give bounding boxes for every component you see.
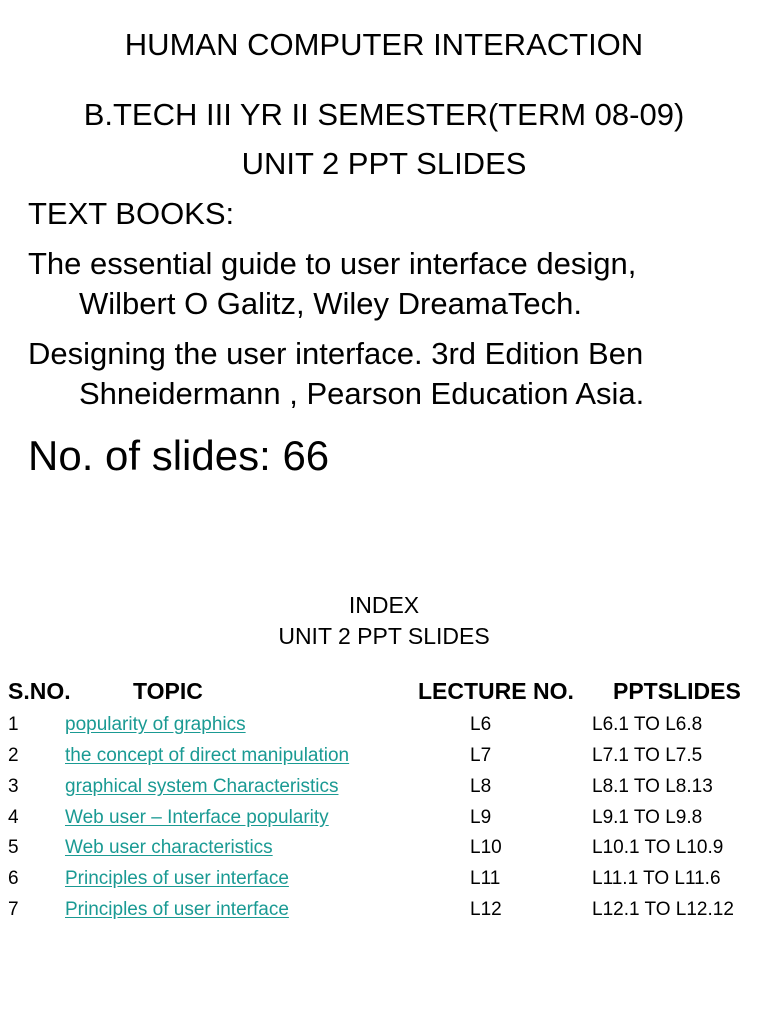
row-slides: L12.1 TO L12.12 xyxy=(592,899,734,920)
row-slides: L8.1 TO L8.13 xyxy=(592,776,713,797)
textbooks-label: TEXT BOOKS: xyxy=(28,196,235,231)
column-header-sno: S.NO. xyxy=(8,678,71,704)
topic-link[interactable]: Web user – Interface popularity xyxy=(65,807,329,828)
row-slides: L11.1 TO L11.6 xyxy=(592,868,721,889)
course-semester: B.TECH III YR II SEMESTER(TERM 08-09) xyxy=(83,97,685,132)
row-sno: 5 xyxy=(8,837,19,858)
index-title: INDEX xyxy=(348,592,420,618)
row-lecture: L10 xyxy=(470,837,502,858)
topic-link[interactable]: graphical system Characteristics xyxy=(65,776,339,797)
row-slides: L6.1 TO L6.8 xyxy=(592,714,703,735)
row-sno: 1 xyxy=(8,714,19,735)
table-row xyxy=(0,744,768,775)
topic-link[interactable]: popularity of graphics xyxy=(65,714,246,735)
row-lecture: L8 xyxy=(470,776,492,797)
course-title: HUMAN COMPUTER INTERACTION xyxy=(124,27,644,62)
row-slides: L10.1 TO L10.9 xyxy=(592,837,724,858)
table-row xyxy=(0,806,768,837)
table-row xyxy=(0,898,768,929)
unit-title: UNIT 2 PPT SLIDES xyxy=(241,146,527,181)
row-lecture: L7 xyxy=(470,745,492,766)
topic-link[interactable]: Principles of user interface xyxy=(65,899,289,920)
textbook-2-line-1: Designing the user interface. 3rd Edition Ben xyxy=(28,336,644,371)
column-header-lecture: LECTURE NO. xyxy=(418,678,574,704)
row-sno: 4 xyxy=(8,807,19,828)
table-row xyxy=(0,775,768,806)
row-sno: 3 xyxy=(8,776,19,797)
row-lecture: L9 xyxy=(470,807,492,828)
topic-link[interactable]: the concept of direct manipulation xyxy=(65,745,350,766)
row-lecture: L11 xyxy=(470,868,501,889)
topic-link[interactable]: Web user characteristics xyxy=(65,837,273,858)
column-header-topic: TOPIC xyxy=(133,678,203,704)
row-sno: 2 xyxy=(8,745,19,766)
textbook-1-line-1: The essential guide to user interface design, xyxy=(28,246,637,281)
row-slides: L7.1 TO L7.5 xyxy=(592,745,703,766)
index-subtitle: UNIT 2 PPT SLIDES xyxy=(278,623,490,649)
row-slides: L9.1 TO L9.8 xyxy=(592,807,703,828)
topic-link[interactable]: Principles of user interface xyxy=(65,868,289,889)
row-lecture: L12 xyxy=(470,899,502,920)
column-header-pptslides: PPTSLIDES xyxy=(613,678,741,704)
row-sno: 6 xyxy=(8,868,19,889)
slides-count: No. of slides: 66 xyxy=(28,432,330,479)
textbook-2-line-2: Shneidermann , Pearson Education Asia. xyxy=(79,376,645,411)
textbook-1-line-2: Wilbert O Galitz, Wiley DreamaTech. xyxy=(79,286,582,321)
table-row xyxy=(0,867,768,898)
table-row xyxy=(0,836,768,867)
row-lecture: L6 xyxy=(470,714,492,735)
table-row xyxy=(0,713,768,744)
row-sno: 7 xyxy=(8,899,19,920)
